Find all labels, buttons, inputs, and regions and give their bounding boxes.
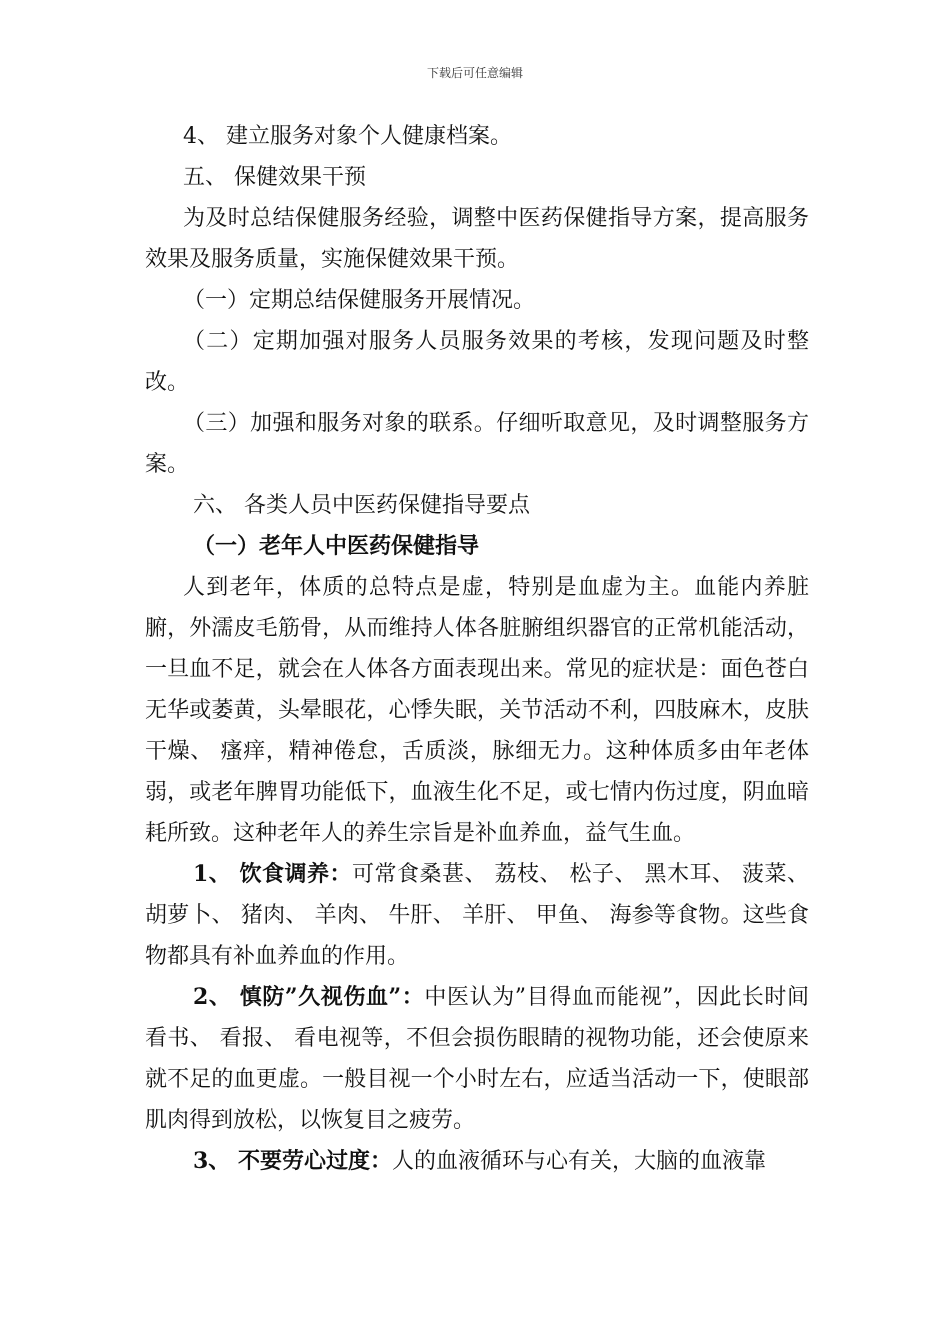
section-5-item-3: （三）加强和服务对象的联系。仔细听取意见，及时调整服务方案。 bbox=[145, 411, 809, 477]
page-header: 下载后可任意编辑 bbox=[426, 66, 523, 80]
subsection-1-title: （一）老年人中医药保健指导 bbox=[193, 533, 480, 559]
tip-1 bbox=[145, 854, 809, 977]
document-body bbox=[145, 116, 809, 1182]
section-5-intro: 为及时总结保健服务经验，调整中医药保健指导方案，提高服务效果及服务质量，实施保健效果干预。 bbox=[145, 206, 809, 272]
tip-2 bbox=[145, 977, 809, 1141]
tip-1-text: 可常食桑葚、 荔枝、 松子、 黑木耳、 菠菜、 胡萝卜、 猪肉、 羊肉、 牛肝、 羊肝、 甲鱼、 海参等食物。这些食物都具有补血养血的作用。 bbox=[145, 862, 809, 969]
tip-1-label: 1、 饮食调养： bbox=[193, 861, 352, 887]
tip-3 bbox=[145, 1141, 809, 1182]
subsection-1-body: 人到老年，体质的总特点是虚，特别是血虚为主。血能内养脏腑，外濡皮毛筋骨，从而维持人体各脏腑组织器官的正常机能活动，一旦血不足，就会在人体各方面表现出来。常见的症状是：面色苍白无华或萎黄，头晕眼花，心悸失眠，关节活动不利，四肢麻木，皮肤干燥、 瘙痒，精神倦怠，舌质淡，脉细无力。这种体质多由年老体弱，或老年脾胃功能低下，血液生化不足，或七情内伤过度，阴血暗耗所致。这种老年人的养生宗旨是补血养血，益气生血。 bbox=[145, 575, 809, 846]
tip-3-label: 3、 不要劳心过度： bbox=[193, 1148, 392, 1174]
section-5-item-1: （一）定期总结保健服务开展情况。 bbox=[183, 288, 536, 313]
item-4: 4、 建立服务对象个人健康档案。 bbox=[183, 124, 512, 149]
tip-2-text: 中医认为”目得血而能视”，因此长时间看书、 看报、 看电视等，不但会损伤眼睛的视物功能，还会使原来就不足的血更虚。一般目视一个小时左右，应适当活动一下，使眼部肌肉得到放松，以恢复目之疲劳。 bbox=[145, 985, 809, 1133]
tip-2-label: 2、 慎防”久视伤血”： bbox=[193, 984, 425, 1010]
tip-3-text: 人的血液循环与心有关，大脑的血液靠 bbox=[391, 1149, 766, 1174]
section-6-title: 六、 各类人员中医药保健指导要点 bbox=[193, 493, 530, 518]
section-5-title: 五、 保健效果干预 bbox=[183, 165, 366, 190]
section-5-item-2: （二）定期加强对服务人员服务效果的考核，发现问题及时整改。 bbox=[145, 329, 809, 395]
